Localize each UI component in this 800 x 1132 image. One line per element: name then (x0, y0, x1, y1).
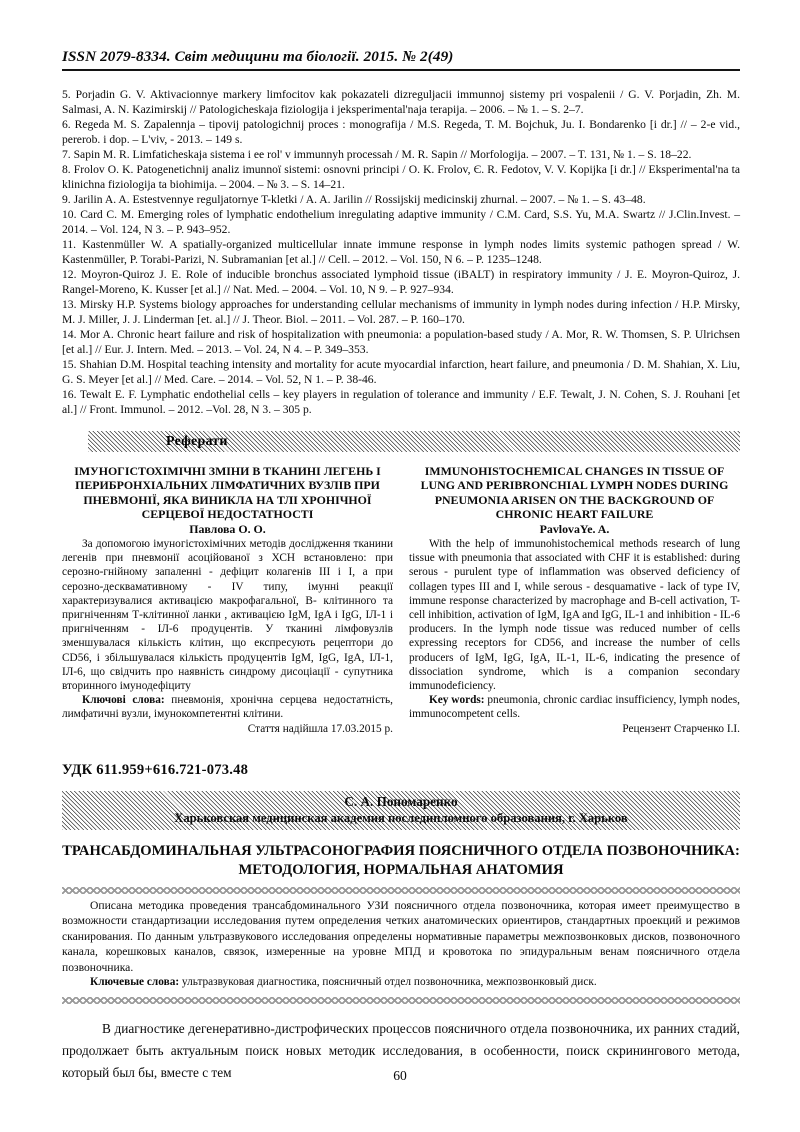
reference-item: 13. Mirsky H.P. Systems biology approaches for understanding cellular mechanisms of immunity in lymph nodes during infection / H.P. Mirsky, M. J. Miller, J. J. Linderman [et. al.] // J. Theor. Biol. – 2011. – Vol. 287. – P. 160–170. (62, 298, 740, 326)
abstract-uk-keywords-text: пневмонія, хронічна серцева недостатність, лимфатичні вузли, імунокомпетентні клітини. (62, 694, 393, 721)
article-author-band (62, 791, 740, 830)
reference-item: 10. Card C. M. Emerging roles of lymphatic endothelium inregulating adaptive immunity / C.M. Card, S.S. Yu, M.A. Swartz // J.Clin.Invest. – 2014. – Vol. 124, N 3. – P. 943–952. (62, 208, 740, 236)
abstracts-section-header (88, 431, 740, 452)
abstract-ukrainian (62, 464, 393, 736)
abstract-en-keywords-label: Key words: (429, 694, 485, 707)
abstracts-two-column (62, 464, 740, 736)
reference-item: 6. Regeda M. S. Zapalennja – tipovij patologichnij proces : monografija / M.S. Regeda, T. M. Bojchuk, Ju. I. Bondarenko [i dr.] // – 2-e vid., pererob. i dop. – L'viv, - 2013. – 149 s. (62, 118, 740, 146)
reference-item: 14. Mor A. Chronic heart failure and risk of hospitalization with pneumonia: a population-based study / A. Mor, R. W. Thomsen, S. P. Ulrichsen [et al.] // Eur. J. Intern. Med. – 2013. – Vol. 24, N 4. – P. 349–353. (62, 328, 740, 356)
reference-item: 11. Kastenmüller W. A spatially-organized multicellular innate immune response in lymph nodes limits systemic pathogen spread / W. Kastenmüller, P. Torabi-Parizi, N. Subramanian [et al.] // Cell. – 2012. – Vol. 150, N 6. – P. 1235–1248. (62, 238, 740, 266)
article-keywords (62, 975, 740, 990)
article-abstract (62, 898, 740, 990)
abstract-en-reviewer: Рецензент Старченко І.І. (622, 722, 740, 735)
abstract-en-author: PavlovaYe. A. (539, 521, 610, 536)
article-body-paragraph: В диагностике дегенеративно-дистрофических процессов поясничного отдела позвоночника, их ранних стадий, продолжает быть актуальным поиск новых методик исследования, в особенности, поиск скринингового метода, который был бы, вместе с тем (62, 1021, 740, 1080)
page-content-column (62, 0, 740, 1083)
reference-item: 5. Porjadin G. V. Aktivacionnye markery limfocitov kak pokazateli dizreguljacii immunnoj sistemy pri vospalenii / G. V. Porjadin, Zh. M. Salmasi, A. N. Kazimirskij // Patologicheskaja fiziologija i jeksperimental'naja terapija. – 2006. – № 1. – S. 2–7. (62, 88, 740, 116)
reference-item: 7. Sapin M. R. Limfaticheskaja sistema i ee rol' v immunnyh processah / M. R. Sapin // Morfologija. – 2007. – T. 131, № 1. – S. 18–22. (62, 148, 692, 161)
abstract-en-keywords (409, 693, 740, 721)
article-abstract-text: Описана методика проведения трансабдоминального УЗИ поясничного отдела позвоночника, которая имеет преимущество в возможности стандартизации исследования путем определения четких анатомических ориентиров, стандартных проекций и режимов сканирования. По данным ультразвукового исследования определены нормативные параметры межпозвонковых дисков, позвоночного канала, корешковых каналов, связок, измеренные на уровне МПД и кровотока по эпидуральным венам поясничного отдела позвоночника. (62, 898, 740, 974)
article-keywords-label: Ключевые слова: (90, 975, 180, 988)
page-number: 60 (393, 1068, 407, 1083)
reference-item: 12. Moyron-Quiroz J. E. Role of inducible bronchus associated lymphoid tissue (iBALT) in respiratory immunity / J. E. Moyron-Quiroz, J. Rangel-Moreno, K. Kusser [et al.] // Nat. Med. – 2004. – Vol. 10, N 9. – P. 927–934. (62, 268, 740, 296)
running-head: ISSN 2079-8334. Світ медицини та біології. 2015. № 2(49) (62, 48, 454, 65)
abstract-en-keywords-text: pneumonia, chronic cardiac insufficiency, lymph nodes, immunocompetent cells. (409, 694, 740, 721)
abstract-uk-body: За допомогою імуногістохімічних методів дослідження тканини легенів при пневмонії асоційованої з ХСН встановлено: при серозно-гнійному запаленні - дефіцит колагенів ІІІ і І, а при серозно-десквамативному - IV типу, імунні реакції характеризувалися активацією макрофагальної, В- клітинного та пригніченням Т-клітинної ланки , активацією IgM, IgA і IgG, ІЛ-1 і пригніченням - ІЛ-6 продуцентів. У тканині лімфовузлів зменшувалася кількість клітин, що експресують рецептори до CD56, і збільшувалася кількість продуцентів IgM, IgG, IgA, ІЛ-1, ІЛ-6, що свідчить про наявність синдрому дисоціації - супутника вторинного імунодефіциту (62, 538, 393, 693)
article-title: ТРАНСАБДОМИНАЛЬНАЯ УЛЬТРАСОНОГРАФИЯ ПОЯСНИЧНОГО ОТДЕЛА ПОЗВОНОЧНИКА: МЕТОДОЛОГИЯ, НОРМАЛЬНАЯ АНАТОМИЯ (62, 842, 740, 878)
article-author: С. А. Пономаренко (344, 793, 458, 809)
reference-item: 16. Tewalt E. F. Lymphatic endothelial cells – key players in regulation of tolerance and immunity / E.F. Tewalt, J. N. Cohen, S. J. Rouhani [et al.] // Front. Immunol. – 2012. –Vol. 28, N 3. – 305 p. (62, 388, 740, 416)
zigzag-divider-top (62, 887, 740, 894)
abstract-uk-author: Павлова О. О. (189, 521, 266, 536)
abstract-english (409, 464, 740, 736)
reference-item: 9. Jarilin A. A. Estestvennye reguljatornye T-kletki / A. A. Jarilin // Rossijskij medicinskij zhurnal. – 2007. – № 1. – S. 43–48. (62, 193, 646, 206)
article-affiliation: Харьковская медицинская академия последипломного образования, г. Харьков (174, 810, 628, 825)
article-keywords-text: ультразвуковая диагностика, поясничный отдел позвоночника, межпозвонковый диск. (179, 975, 597, 988)
running-head-rule (62, 69, 740, 71)
reference-item: 15. Shahian D.M. Hospital teaching intensity and mortality for acute myocardial infarction, heart failure, and pneumonia / D. M. Shahian, X. Liu, G. S. Meyer [et al.] // Med. Care. – 2014. – Vol. 52, N 1. – P. 38-46. (62, 358, 740, 386)
zigzag-divider-bottom (62, 997, 740, 1004)
reference-list (62, 87, 740, 417)
abstract-uk-title: ІМУНОГІСТОХІМІЧНІ ЗМІНИ В ТКАНИНІ ЛЕГЕНЬ І ПЕРИБРОНХІАЛЬНИХ ЛІМФАТИЧНИХ ВУЗЛІВ ПРИ ПНЕВМОНІЇ, ЯКА ВИНИКЛА НА ТЛІ ХРОНІЧНОЇ СЕРЦЕВОЇ НЕДОСТАТНОСТІ (74, 464, 381, 522)
reference-item: 8. Frolov O. K. Patogenetichnij analiz imunnoї sistemi: osnovni principi / O. K. Frolov, Є. R. Fedotov, V. V. Kopijka [i dr.] // Eksperimental'na ta klinichna fiziologija ta biohimija. – 2004. – № 3. – S. 14–21. (62, 163, 740, 191)
article-udk: УДК 611.959+616.721-073.48 (62, 761, 249, 778)
abstract-uk-received-date: Стаття надійшла 17.03.2015 р. (247, 722, 393, 735)
abstract-en-title: IMMUNOHISTOCHEMICAL CHANGES IN TISSUE OF LUNG AND PERIBRONCHIAL LYMPH NODES DURING PNEUMONIA ARISEN ON THE BACKGROUND OF CHRONIC HEART FAILURE (420, 464, 729, 522)
abstracts-section-header-label: Реферати (166, 434, 228, 449)
abstract-uk-keywords-label: Ключові слова: (82, 694, 165, 707)
abstract-en-body: With the help of immunohistochemical methods research of lung tissue with pneumonia that associated with CHF it is established: during serous - purulent type of inflammation was observed deficiency of collagen types III and I, while serous - desquamative - lack of type IV, immune response characterized by macrophage and B-cell activation, T-cell inhibition, activation of IgM, IgA and IgG, IL-1 and inhibition - IL-6 producers. In the lymph node tissue was reduced number of cells expressing receptors for CD56, and increase the number of cells producers of IgM, IgG, IgA, IL-1, IL-6, indicating the presence of dissociation syndrome, which is a companion secondary immunodeficiency. (409, 538, 740, 693)
abstract-uk-keywords (62, 693, 393, 721)
